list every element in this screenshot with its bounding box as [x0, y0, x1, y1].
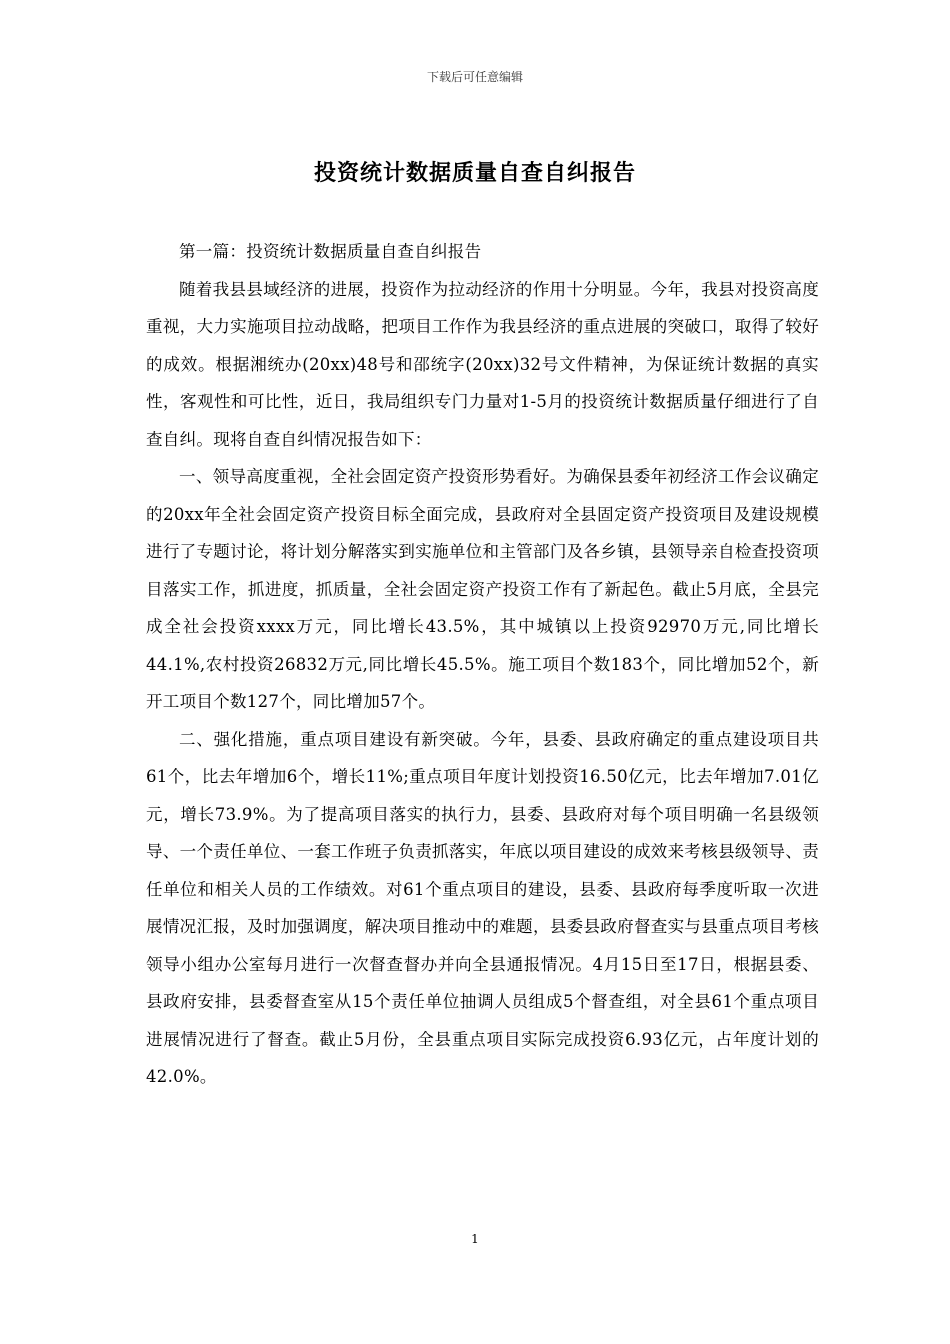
document-body — [146, 233, 819, 1096]
page-number: 1 — [471, 1232, 479, 1246]
body-paragraph: 二、强化措施，重点项目建设有新突破。今年，县委、县政府确定的重点建设项目共61个，比去年增加6个，增长11%;重点项目年度计划投资16.50亿元，比去年增加7.01亿元，增长73.9%。为了提高项目落实的执行力，县委、县政府对每个项目明确一名县级领导、一个责任单位、一套工作班子负责抓落实，年底以项目建设的成效来考核县级领导、责任单位和相关人员的工作绩效。对61个重点项目的建设，县委、县政府每季度听取一次进展情况汇报，及时加强调度，解决项目推动中的难题，县委县政府督查实与县重点项目考核领导小组办公室每月进行一次督查督办并向全县通报情况。4月15日至17日，根据县委、县政府安排，县委督查室从15个责任单位抽调人员组成5个督查组，对全县61个重点项目进展情况进行了督查。截止5月份，全县重点项目实际完成投资6.93亿元，占年度计划的42.0%。 — [146, 729, 819, 1086]
body-paragraph: 一、领导高度重视，全社会固定资产投资形势看好。为确保县委年初经济工作会议确定的20xx年全社会固定资产投资目标全面完成，县政府对全县固定资产投资项目及建设规模进行了专题讨论，将计划分解落实到实施单位和主管部门及各乡镇，县领导亲自检查投资项目落实工作，抓进度，抓质量，全社会固定资产投资工作有了新起色。截止5月底，全县完成全社会投资xxxx万元，同比增长43.5%，其中城镇以上投资92970万元,同比增长44.1%,农村投资26832万元,同比增长45.5%。施工项目个数183个，同比增加52个，新开工项目个数127个，同比增加57个。 — [146, 467, 819, 711]
body-paragraph: 随着我县县域经济的进展，投资作为拉动经济的作用十分明显。今年，我县对投资高度重视，大力实施项目拉动战略，把项目工作作为我县经济的重点进展的突破口，取得了较好的成效。根据湘统办(20xx)48号和邵统字(20xx)32号文件精神，为保证统计数据的真实性，客观性和可比性，近日，我局组织专门力量对1-5月的投资统计数据质量仔细进行了自查自纠。现将自查自纠情况报告如下： — [146, 279, 819, 449]
section-heading: 第一篇：投资统计数据质量自查自纠报告 — [179, 242, 482, 261]
header-note: 下载后可任意编辑 — [426, 70, 523, 84]
document-title: 投资统计数据质量自查自纠报告 — [313, 161, 636, 186]
